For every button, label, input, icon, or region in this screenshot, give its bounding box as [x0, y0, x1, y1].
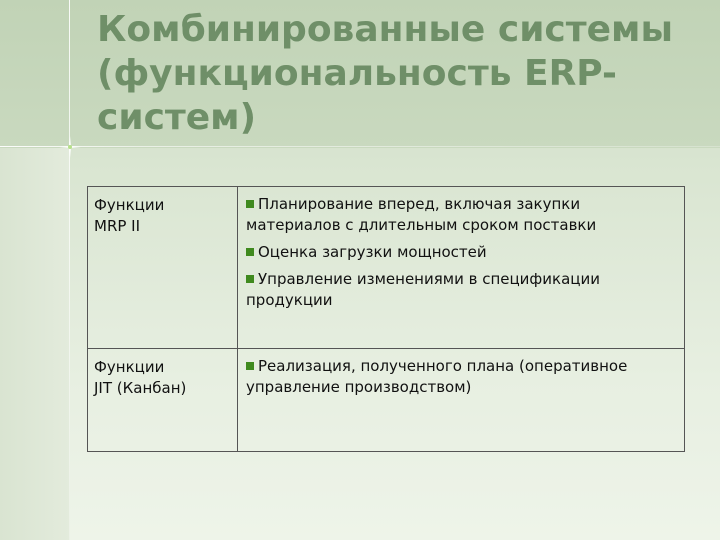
- row-label-line: JIT (Канбан): [94, 379, 187, 397]
- row-label-line: Функции: [94, 358, 165, 376]
- list-item-text: Оценка загрузки мощностей: [258, 243, 487, 261]
- row-label-line: Функции: [94, 196, 165, 214]
- square-bullet-icon: [246, 248, 254, 256]
- vertical-decor-line: [69, 0, 70, 540]
- sparkle-icon: [59, 136, 81, 158]
- list-item-text: Планирование вперед, включая закупки материалов с длительным сроком поставки: [246, 195, 597, 234]
- list-item-text: Управление изменениями в спецификации продукции: [246, 270, 600, 309]
- row-content-cell: [238, 187, 685, 349]
- table-row: [88, 187, 685, 349]
- list-item: [246, 242, 678, 263]
- row-label-line: MRP II: [94, 217, 141, 235]
- slide-title: Комбинированные системы (функциональность ERP-систем): [97, 9, 674, 138]
- horizontal-decor-line: [0, 146, 720, 147]
- list-item-text: Реализация, полученного плана (оперативное управление производством): [246, 357, 628, 396]
- square-bullet-icon: [246, 275, 254, 283]
- square-bullet-icon: [246, 362, 254, 370]
- list-item: [246, 194, 678, 236]
- table-row: [88, 349, 685, 452]
- list-item: [246, 269, 678, 311]
- row-label-cell: [88, 187, 238, 349]
- square-bullet-icon: [246, 200, 254, 208]
- list-item: [246, 356, 678, 398]
- row-content-cell: [238, 349, 685, 452]
- row-label-cell: [88, 349, 238, 452]
- functions-table: [87, 186, 685, 452]
